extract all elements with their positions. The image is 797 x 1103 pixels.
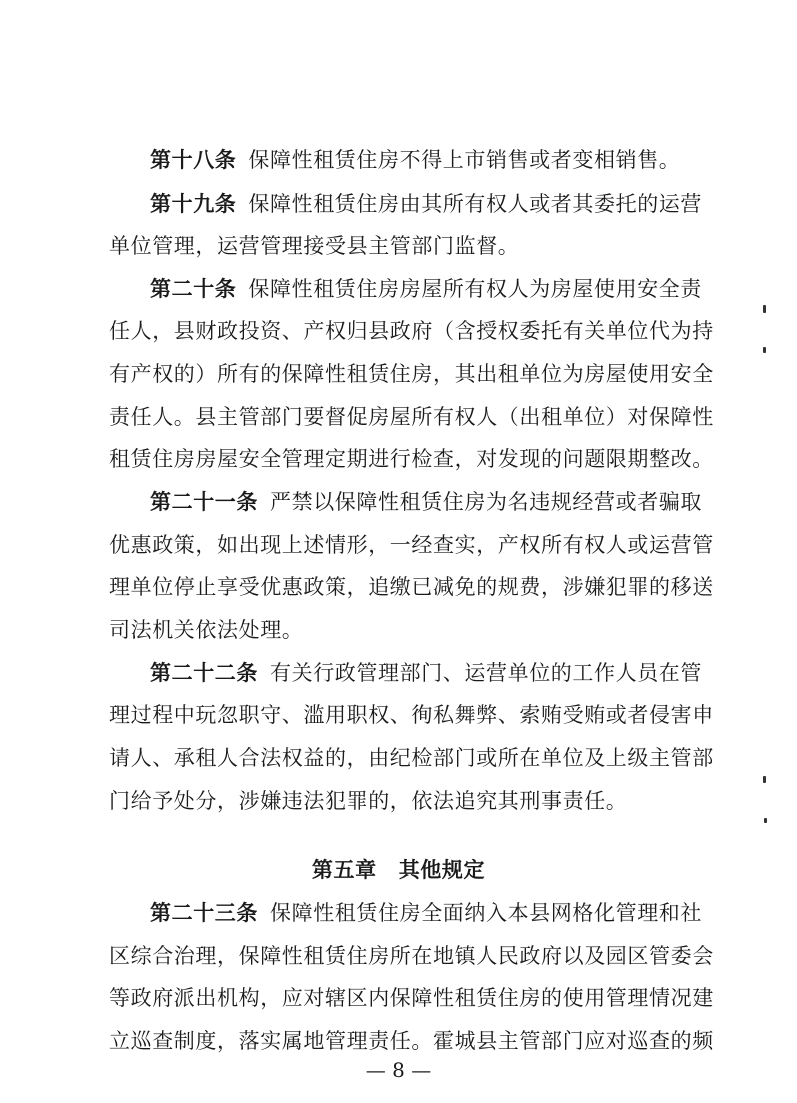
article-20-title: 第二十条 (150, 277, 237, 301)
article-23-title: 第二十三条 (150, 901, 258, 925)
article-22-title: 第二十二条 (150, 661, 258, 685)
article-20-line-1: 第二十条 保障性租赁住房房屋所有权人为房屋使用安全责 (150, 277, 703, 301)
article-18-title: 第十八条 (150, 148, 237, 172)
article-22-line-1: 第二十二条 有关行政管理部门、运营单位的工作人员在管 (150, 661, 702, 685)
article-23-line-2: 区综合治理，保障性租赁住房所在地镇人民政府以及园区管委会 (109, 944, 714, 968)
article-20-line-3: 有产权的）所有的保障性租赁住房，其出租单位为房屋使用安全 (109, 362, 714, 386)
article-22-line-2: 理过程中玩忽职守、滥用职权、徇私舞弊、索贿受贿或者侵害申 (109, 703, 714, 727)
article-22-line-4: 门给予处分，涉嫌违法犯罪的，依法追究其刑事责任。 (109, 789, 628, 813)
scan-mark (763, 305, 766, 313)
article-20-line-5: 租赁住房房屋安全管理定期进行检查，对发现的问题限期整改。 (109, 447, 714, 471)
article-20-line-4: 责任人。县主管部门要督促房屋所有权人（出租单位）对保障性 (109, 405, 714, 429)
scan-mark (764, 818, 767, 823)
page-number: — 8 — (365, 1058, 432, 1082)
article-23-line-4: 立巡查制度，落实属地管理责任。霍城县主管部门应对巡查的频 (109, 1029, 714, 1053)
article-21-line-2: 优惠政策，如出现上述情形，一经查实，产权所有权人或运营管 (109, 533, 714, 557)
article-21-line-1: 第二十一条 严禁以保障性租赁住房为名违规经营或者骗取 (150, 490, 702, 514)
article-18-line-1: 第十八条 保障性租赁住房不得上市销售或者变相销售。 (150, 148, 681, 172)
chapter-heading (0, 858, 797, 882)
scan-mark (763, 347, 766, 353)
article-20-line-2: 任人，县财政投资、产权归县政府（含授权委托有关单位代为持 (109, 319, 714, 343)
article-19-title: 第十九条 (150, 192, 237, 216)
article-23-line-1: 第二十三条 保障性租赁住房全面纳入本县网格化管理和社 (150, 901, 702, 925)
article-21-title: 第二十一条 (150, 490, 258, 514)
article-22-line-3: 请人、承租人合法权益的，由纪检部门或所在单位及上级主管部 (109, 746, 714, 770)
article-21-line-3: 理单位停止享受优惠政策，追缴已减免的规费，涉嫌犯罪的移送 (109, 575, 714, 599)
article-23-line-3: 等政府派出机构，应对辖区内保障性租赁住房的使用管理情况建 (109, 986, 714, 1010)
chapter-number: 第五章 (311, 858, 377, 882)
article-19-line-1: 第十九条 保障性租赁住房由其所有权人或者其委托的运营 (150, 192, 703, 216)
scan-mark (763, 776, 766, 783)
article-21-line-4: 司法机关依法处理。 (109, 618, 304, 642)
article-19-line-2: 单位管理，运营管理接受县主管部门监督。 (109, 234, 520, 258)
chapter-title: 其他规定 (398, 858, 486, 882)
